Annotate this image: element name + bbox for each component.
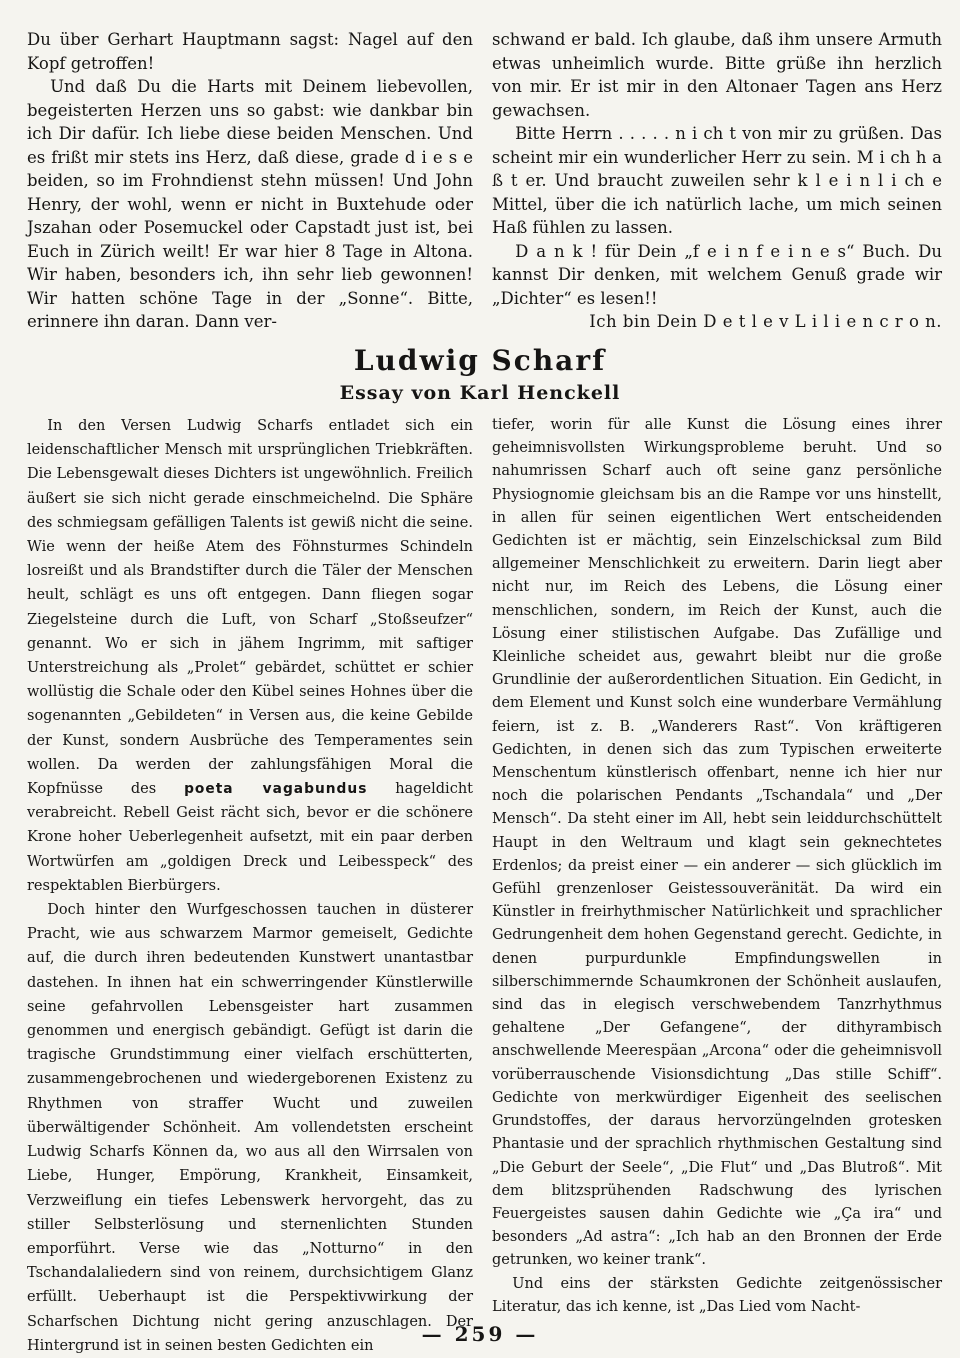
- essay-paragraph-text: In den Versen Ludwig Scharfs entladet sich ein leidenschaftlicher Mensch mit ursprünglichen Triebkräften. Die Lebensgewalt dieses Dichters ist ungewöhnlich. Freilich äußert sie sich nicht gerade einschmeichelnd. Die Sphäre des schmiegsam gefälligen Talents ist gewiß nicht die seine. Wie wenn der heiße Atem des Föhnsturmes Schindeln losreißt und als Brandstifter durch die Täler der Menschen heult, schlägt es uns oft entgegen. Dann fliegen sogar Ziegelsteine durch die Luft, von Scharf „Stoßseufzer“ genannt. Wo er sich in jähem Ingrimm, mit saftiger Unterstreichung als „Prolet“ gebärdet, schüttet er schier wollüstig die Schale oder den Kübel seines Hohnes über die sogenannten „Gebildeten“ in Versen aus, die keine Gebilde der Kunst, sondern Ausbrüche des Temperamentes sein wollen. Da werden der zahlungsfähigen Moral die Kopfnüsse des: [27, 418, 473, 798]
- essay-title: Ludwig Scharf: [353, 344, 607, 377]
- essay-column-left: [27, 414, 473, 1358]
- letter-column-right: [492, 28, 942, 334]
- letter-paragraph: Bitte Herrn . . . . . n i ch t von mir zu grüßen. Das scheint mir ein wunderlicher Herr zu sein. M i ch h a ß t er. Und braucht zuweilen sehr k l e i n l i ch e Mittel, über die ich natürlich lache, um mich seinen Haß fühlen zu lassen.: [492, 124, 942, 237]
- letter-paragraph: schwand er bald. Ich glaube, daß ihm unsere Armuth etwas unheimlich wurde. Bitte grüße ihn herzlich von mir. Er ist mir in den Altonaer Tagen ans Herz gewachsen.: [492, 30, 942, 120]
- page-number-footer: — 259 —: [421, 1322, 539, 1346]
- essay-column-right: [492, 414, 942, 1319]
- essay-paragraph: [27, 414, 473, 898]
- essay-paragraph: Und eins der stärksten Gedichte zeitgenössischer Literatur, das ich kenne, ist „Das Lied vom Nacht-: [492, 1275, 942, 1315]
- letter-paragraph: Und daß Du die Harts mit Deinem liebevollen, begeisterten Herzen uns so gabst: wie dankbar bin ich Dir dafür. Ich liebe diese beiden Menschen. Und es frißt mir stets ins Herz, daß diese, grade d i e s e beiden, so im Frohndienst stehn müssen! Und John Henry, der wohl, wenn er nicht in Buxtehude oder Jszahan oder Posemuckel oder Capstadt just ist, bei Euch in Zürich weilt! Er war hier 8 Tage in Altona. Wir haben, besonders ich, ihn sehr lieb gewonnen! Wir hatten schöne Tage in der „Sonne“. Bitte, erinnere ihn daran. Dann ver-: [27, 77, 473, 331]
- essay-paragraph-text: hageldicht verabreicht. Rebell Geist rächt sich, bevor er die schönere Krone hoher Ueberlegenheit aufsetzt, mit ein paar derben Wortwürfen am „goldigen Dreck und Leibesspeck“ des respektablen Bierbürgers.: [27, 781, 473, 894]
- letter-signature: Ich bin Dein D e t l e v L i l i e n c r o n.: [589, 312, 942, 331]
- letter-paragraph: D a n k ! für Dein „f e i n f e i n e s“ Buch. Du kannst Dir denken, mit welchem Genuß grade wir „Dichter“ es lesen!!: [492, 241, 942, 308]
- letter-paragraph: Du über Gerhart Hauptmann sagst: Nagel auf den Kopf getroffen!: [27, 30, 473, 73]
- letter-column-left: [27, 28, 473, 334]
- essay-paragraph: tiefer, worin für alle Kunst die Lösung eines ihrer geheimnisvollsten Wirkungsprobleme beruht. Und so nahumrissen Scharf auch oft seine ganz persönliche Physiognomie gleichsam bis an die Rampe vor uns hinstellt, in allen für seinen eigentlichen Wert entscheidenden Gedichten ist er mächtig, sein Einzelschicksal zum Bild allgemeiner Menschlichkeit zu erweitern. Darin liegt aber nicht nur, im Reich des Lebens, die Lösung einer menschlichen, sondern, im Reich der Kunst, auch die Lösung einer stilistischen Aufgabe. Das Zufällige und Kleinliche scheidet aus, gewahrt bleibt nur die große Grundlinie der außerordentlichen Situation. Ein Gedicht, in dem Element und Kunst solch eine wunderbare Vermählung feiern, ist z. B. „Wanderers Rast“. Von kräftigeren Gedichten, in denen sich das zum Typischen erweiterte Menschentum künstlerisch offenbart, nenne ich hier nur noch die polarischen Pendants „Tschandala“ und „Der Mensch“. Da steht einer im All, hebt sein leiddurchschüttelt Haupt in den Weltraum und klagt sein geknechtetes Erdenlos; da preist einer — ein anderer — sich glücklich im Gefühl grenzenloser Geistessouveränität. Da wird ein Künstler in freirhythmischer Natürlichkeit und sprachlicher Gedrungenheit dem hohen Gegenstand gerecht. Gedichte, in denen purpurdunkle Empfindungswellen in silberschimmernde Schaumkronen der Schönheit auslaufen, sind das in elegisch verschwebendem Tanzrhythmus gehaltene „Der Gefangene“, der dithyrambisch anschwellende Meerespäan „Arcona“ oder die geheimnisvoll vorüberrauschende Visionsdichtung „Das stille Schiff“. Gedichte von merkwürdiger Eigenheit des seelischen Grundstoffes, der daraus hervorzüngelnden grotesken Phantasie und der sprachlich rhythmischen Gestaltung sind „Die Geburt der Seele“, „Die Flut“ und „Das Blutroß“. Mit dem blitzsprühenden Radschwung des lyrischen Feuergeistes sausen dahin Gedichte wie „Ça ira“ und besonders „Ad astra“: „Ich hab an den Bronnen der Erde getrunken, wo keiner trank“.: [492, 417, 942, 1269]
- essay-paragraph: Doch hinter den Wurfgeschossen tauchen in düsterer Pracht, wie aus schwarzem Marmor gemeiselt, Gedichte auf, die durch ihren bedeutenden Kunstwert unantastbar dastehen. In ihnen hat ein schwerringender Künstlerwille seine gefahrvollen Lebensgeister hart zusammen genommen und energisch gebändigt. Gefügt ist darin die tragische Grundstimmung einer vielfach erschütterten, zusammengebrochenen und wiedergeborenen Existenz zu Rhythmen von straffer Wucht und zuweilen überwältigender Schönheit. Am vollendetsten erscheint Ludwig Scharfs Können da, wo aus all den Wirrsalen von Liebe, Hunger, Empörung, Krankheit, Einsamkeit, Verzweiflung ein tiefes Lebenswerk hervorgeht, das zu stiller Selbsterlösung und sternenlichten Stunden emporführt. Verse wie das „Notturno“ in den Tschandalaliedern sind von reinem, durchsichtigem Glanz erfüllt. Ueberhaupt ist die Perspektivwirkung der Scharfschen Dichtung nicht gering anzuschlagen. Der Hintergrund ist in seinen besten Gedichten ein: [27, 902, 473, 1354]
- latin-emphasis-text: poeta vagabundus: [184, 781, 368, 798]
- essay-subtitle: Essay von Karl Henckell: [339, 382, 621, 404]
